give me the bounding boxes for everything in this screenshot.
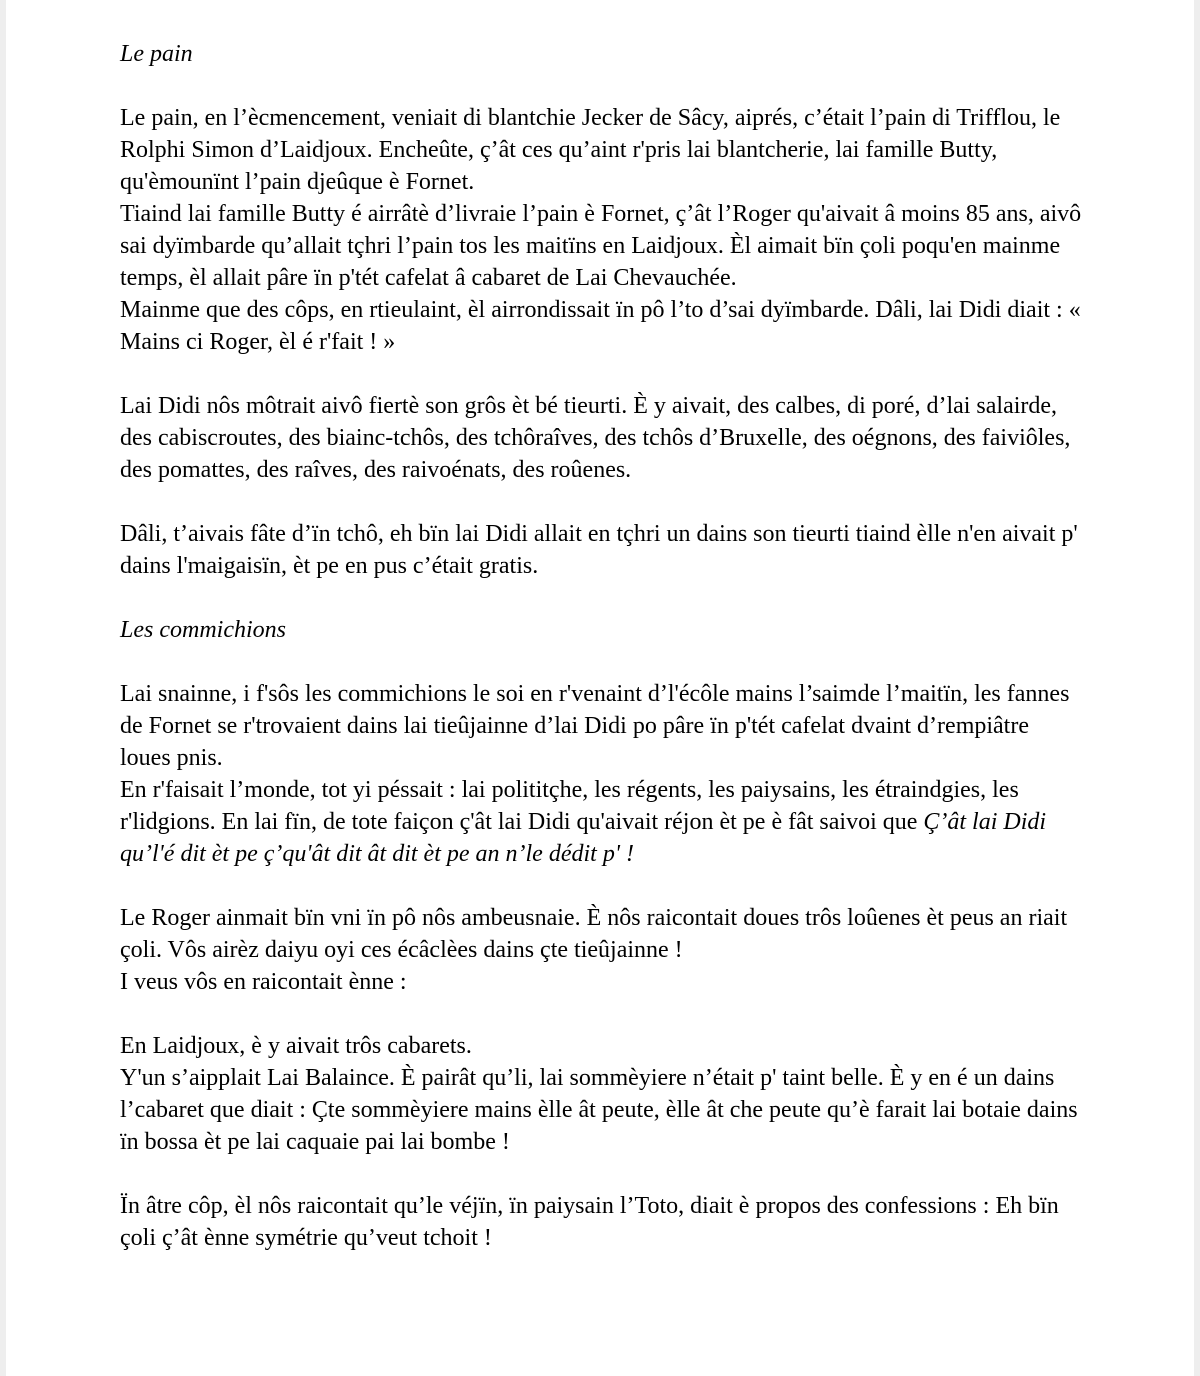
paragraph: Lai snainne, i f'sôs les commichions le soi en r'venaint d’l'écôle mains l’saimde l’maitïn, les fannes de Fornet se r'trovaient dains lai tieûjainne d’lai Didi po pâre ïn p'tét cafelat dvaint d’rempiâtre loues pnis. — [120, 681, 1070, 771]
paragraph-gap — [120, 70, 1085, 102]
paragraph-with-quote — [120, 774, 1085, 870]
paragraph-gap — [120, 486, 1085, 518]
page-edge-left — [0, 0, 6, 1376]
paragraph-gap — [120, 998, 1085, 1030]
paragraph: Mainme que des côps, en rtieulaint, èl airrondissait ïn pô l’to d’sai dyïmbarde. Dâli, lai Didi diait : « Mains ci Roger, èl é r'fait ! » — [120, 297, 1081, 355]
paragraph: En Laidjoux, è y aivait trôs cabarets. — [120, 1033, 472, 1059]
paragraph: I veus vôs en raicontait ènne : — [120, 969, 407, 995]
paragraph: Lai Didi nôs môtrait aivô fiertè son grôs èt bé tieurti. È y aivait, des calbes, di poré, d’lai salairde, des cabiscroutes, des biainc-tchôs, des tchôraîves, des tchôs d’Bruxelle, des oégnons, des faiviôles, des pomattes, des raîves, des raivoénats, des roûenes. — [120, 393, 1071, 483]
document-body — [120, 38, 1085, 1254]
paragraph: Le Roger ainmait bïn vni ïn pô nôs ambeusnaie. È nôs raicontait doues trôs loûenes èt peus an riait çoli. Vôs airèz daiyu oyi ces écâclèes dains çte tieûjainne ! — [120, 905, 1068, 963]
italic-quote: Ç’ât lai Didi qu’l'é dit èt pe ç’qu'ât dit ât dit èt pe an n’le dédit p' ! — [120, 809, 1047, 867]
paragraph-gap — [120, 646, 1085, 678]
paragraph-gap — [120, 582, 1085, 614]
paragraph-gap — [120, 358, 1085, 390]
paragraph: Tiaind lai famille Butty é airrâtè d’livraie l’pain è Fornet, ç’ât l’Roger qu'aivait â moins 85 ans, aivô sai dyïmbarde qu’allait tçhri l’pain tos les maitïns en Laidjoux. Èl aimait bïn çoli poqu'en mainme temps, èl allait pâre ïn p'tét cafelat â cabaret de Lai Chevauchée. — [120, 201, 1082, 291]
page-edge-right — [1194, 0, 1200, 1376]
section-heading-les-commichions: Les commichions — [120, 617, 286, 643]
paragraph: Le pain, en l’ècmencement, veniait di blantchie Jecker de Sâcy, aiprés, c’était l’pain di Trifflou, le Rolphi Simon d’Laidjoux. Encheûte, ç’ât ces qu’aint r'pris lai blantcherie, lai famille Butty, qu'èmounïnt l’pain djeûque è Fornet. — [120, 105, 1061, 195]
paragraph-text: En r'faisait l’monde, tot yi péssait : lai polititçhe, les régents, les paiysains, les étraindgies, les r'lidgions. En lai fïn, de tote faiçon ç'ât lai Didi qu'aivait réjon èt pe è fât saivoi que — [120, 777, 1019, 835]
paragraph: Y'un s’aipplait Lai Balaince. È pairât qu’li, lai sommèyiere n’était p' taint belle. È y en é un dains l’cabaret que diait : Çte sommèyiere mains èlle ât peute, èlle ât che peute qu’è farait lai botaie dains ïn bossa èt pe lai caquaie pai lai bombe ! — [120, 1065, 1078, 1155]
section-heading-le-pain: Le pain — [120, 41, 193, 67]
paragraph: Ïn âtre côp, èl nôs raicontait qu’le véjïn, ïn paiysain l’Toto, diait è propos des confessions : Eh bïn çoli ç’ât ènne symétrie qu’veut tchoit ! — [120, 1193, 1059, 1251]
paragraph-gap — [120, 870, 1085, 902]
paragraph: Dâli, t’aivais fâte d’ïn tchô, eh bïn lai Didi allait en tçhri un dains son tieurti tiaind èlle n'en aivait p' dains l'maigaisïn, èt pe en pus c’était gratis. — [120, 521, 1078, 579]
paragraph-gap — [120, 1158, 1085, 1190]
